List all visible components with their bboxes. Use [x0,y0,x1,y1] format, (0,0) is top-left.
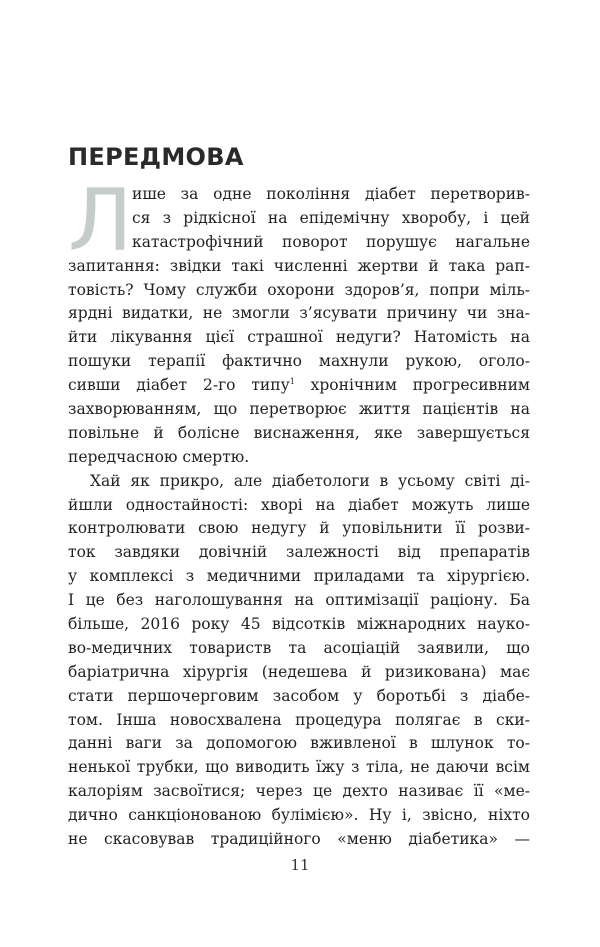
text-line: ток завдяки довічній залежності від препаратів [68,543,530,562]
text-line: пошуки терапії фактично махнули рукою, оголо- [68,352,530,371]
text-line: дично санкціонованою булімією». Ну і, звісно, ніхто [68,806,530,825]
text-line: стати першочерговим засобом у боротьбі з діабе- [68,686,530,705]
text-segment: хронічним прогресивним [294,376,530,395]
text-line: І це без наголошування на оптимізації раціону. Ба [68,591,530,610]
paragraph-2 [68,470,530,852]
text-segment: сивши діабет 2-го типу [68,376,290,395]
text-line: ише за одне покоління діабет перетворив- [132,185,530,203]
text-line: ярдні видатки, не змогли з’ясувати причину чи зна- [68,304,530,323]
text-line: катастрофічний поворот порушує нагальне [132,232,530,251]
drop-cap-letter: Л [68,171,133,271]
body-text [68,183,530,852]
text-line: не скасовував традиційного «меню діабетика» — [68,830,530,849]
text-line: ненької трубки, що виводить їжу з тіла, не даючи всім [68,758,530,777]
text-line: передчасною смертю. [68,447,250,466]
text-line: во-медичних товариств та асоціацій заявили, що [68,638,530,657]
text-line: данні ваги за допомогою вживленої в шлунок то- [68,734,530,753]
chapter-title: ПЕРЕДМОВА [68,143,244,171]
text-line-with-footnote [68,374,530,398]
text-line: у комплексі з медичними приладами та хірургією. [68,567,530,586]
page-number: 11 [290,856,310,874]
footnote-reference[interactable]: 1 [289,377,295,387]
text-line: Хай як прикро, але діабетологи в усьому світі ді- [90,471,530,490]
text-line: захворюванням, що перетворює життя пацієнтів на [68,400,530,419]
text-line: том. Інша новосхвалена процедура полягає в ски- [68,710,530,729]
text-line: ся з рідкісної на епідемічну хворобу, і цей [132,208,530,227]
paragraph-1 [68,183,530,470]
text-line: йшли одностайності: хворі на діабет можуть лише [68,495,530,514]
text-line: запитання: звідки такі численні жертви й така рап- [68,256,530,275]
text-line: більше, 2016 року 45 відсотків міжнародних науко- [68,615,530,634]
text-line: контролювати свою недугу й уповільнити її розви- [68,519,530,538]
text-line: калоріям засвоїтися; через це дехто називає її «ме- [68,782,530,801]
text-line: товість? Чому служби охорони здоров’я, попри міль- [68,280,530,299]
text-line: повільне й болісне виснаження, яке завершується [68,423,530,442]
text-line: баріатрична хірургія (недешева й ризикована) має [68,662,530,681]
text-line: йти лікування цієї страшної недуги? Натомість на [68,328,530,347]
